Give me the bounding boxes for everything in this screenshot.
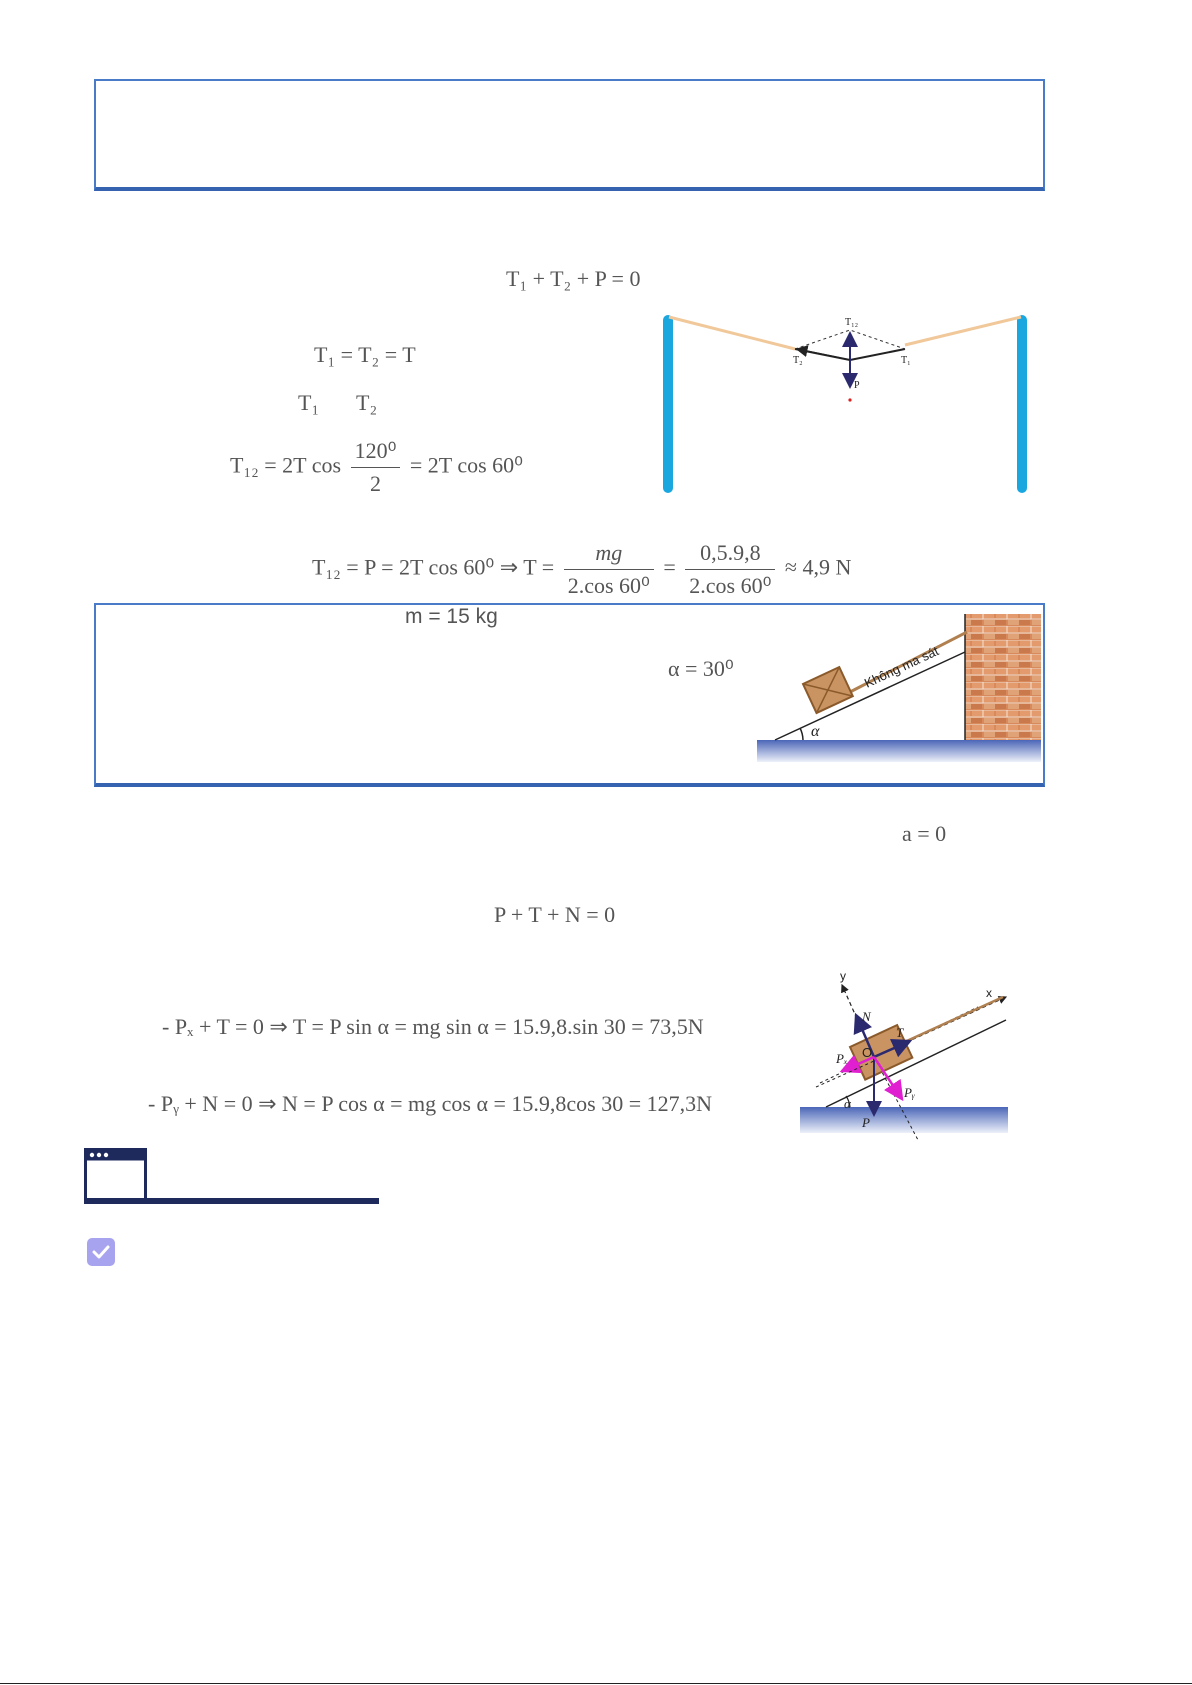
label-t12-fig: T₁₂ — [845, 317, 859, 328]
label-o: O — [862, 1045, 873, 1060]
checkbox-checked-icon[interactable] — [87, 1238, 115, 1266]
vector-t2-arrow — [797, 349, 850, 360]
rope-2 — [898, 997, 1003, 1045]
fraction-angle — [351, 438, 401, 497]
equation-sum-tension: T₁ + T₂ + P = 0 — [506, 266, 641, 291]
label-p-fig: P — [854, 380, 860, 391]
label-t2: T₂ — [356, 390, 378, 415]
page-bottom-rule — [0, 1683, 1192, 1684]
left-pole — [663, 315, 673, 493]
fraction-values-num: 0,5.9,8 — [685, 540, 775, 570]
incline-line-lower — [826, 1020, 1006, 1107]
equation-equal-tension: T₁ = T₂ = T — [314, 342, 416, 367]
label-t-vec: T — [896, 1025, 904, 1040]
fraction-mg-num: mg — [564, 540, 654, 570]
browser-window-icon — [84, 1148, 148, 1202]
label-y: y — [840, 969, 846, 983]
rope-mid-right — [850, 349, 905, 360]
equation-sum-incline: P + T + N = 0 — [494, 902, 616, 927]
crate — [803, 667, 853, 713]
label-t1-fig: T₁ — [901, 355, 911, 366]
equation-y-axis: - Pᵧ + N = 0 ⇒ N = P cos α = mg cos α = 15.9,8cos 30 = 127,3N — [148, 1091, 712, 1116]
fraction-mg-den: 2.cos 60⁰ — [567, 573, 650, 598]
rope-left — [669, 317, 795, 349]
label-t2-fig: T₂ — [793, 355, 803, 366]
label-n: N — [862, 1009, 871, 1024]
incline-surface — [775, 652, 965, 740]
equation-t12 — [230, 438, 523, 497]
incline-figure — [755, 612, 1043, 767]
rope-figure — [655, 305, 1035, 500]
fraction-values — [685, 540, 775, 599]
label-alpha-2: α — [844, 1096, 851, 1111]
angle-arc — [800, 728, 803, 740]
force-decomposition-figure — [798, 965, 1013, 1140]
equation-x-axis: - Pₓ + T = 0 ⇒ T = P sin α = mg sin α = 15.9,8.sin 30 = 73,5N — [162, 1014, 704, 1039]
equation-t12-lhs: T₁₂ = 2T cos — [230, 452, 342, 478]
fraction-angle-den: 2 — [369, 471, 381, 496]
brick-wall — [965, 614, 1041, 740]
mass-value: m = 15 kg — [405, 605, 498, 628]
angle-value: α = 30⁰ — [668, 656, 734, 681]
equation-t-result-value: ≈ 4,9 N — [784, 554, 852, 580]
section-underline — [84, 1198, 379, 1204]
equation-t12-rhs: = 2T cos 60⁰ — [409, 452, 523, 478]
equation-t-result-lhs: T₁₂ = P = 2T cos 60⁰ ⇒ T = — [312, 554, 555, 580]
ground-2 — [800, 1107, 1008, 1133]
label-x: x — [986, 986, 992, 1000]
label-p-vec: P — [862, 1115, 870, 1130]
fraction-values-den: 2.cos 60⁰ — [689, 573, 772, 598]
acceleration-value: a = 0 — [902, 821, 947, 846]
equation-t-result — [312, 540, 851, 599]
angle-label-fig: α — [811, 723, 820, 740]
red-dot — [848, 398, 851, 401]
frictionless-label: Không ma sát — [861, 643, 941, 691]
right-pole — [1017, 315, 1027, 493]
section-header — [84, 1148, 380, 1206]
ground — [757, 740, 1041, 762]
fraction-angle-num: 120⁰ — [351, 438, 401, 468]
label-t1: T₁ — [298, 390, 320, 415]
label-py: Pᵧ — [904, 1085, 915, 1100]
top-frame-box — [94, 79, 1045, 191]
equals-sign: = — [663, 554, 676, 580]
fraction-mg — [564, 540, 654, 599]
label-px: Pₓ — [836, 1051, 848, 1066]
rope-right — [905, 317, 1021, 345]
